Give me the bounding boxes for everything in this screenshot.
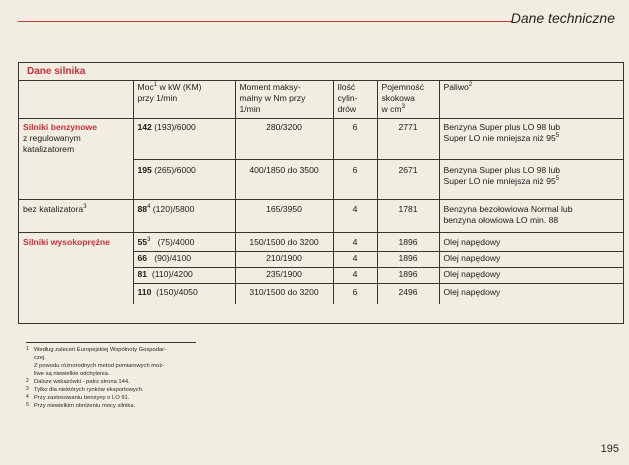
footnote-4: 4 Przy zastosowaniu benzyny o LO 91. (26, 394, 130, 401)
footnote-1: 1 Według zaleceń Europejskiej Wspólnoty Gospodar- czej. Z powodu różnorodnych metod pomiarowych moż- liwe są niewielkie odchylenia. (26, 346, 167, 377)
table-row: 66 (90)/4100 210/1900 4 1896 Olej napędowy (19, 252, 623, 268)
footnote-2: 2 Dalsze wskazówki - patrz strona 144. (26, 378, 130, 385)
table-row: 110 (150)/4050 310/1500 do 3200 6 2496 Olej napędowy (19, 284, 623, 305)
col-fuel: Paliwo$^2$ (439, 81, 623, 119)
col-cylinders: Ilość cylin- drów (333, 81, 377, 119)
col-torque: Moment maksy- malny w Nm przy 1/min (235, 81, 333, 119)
footnote-5: 5 Przy niewielkim obniżeniu mocy silnika. (26, 402, 136, 409)
header-row (19, 81, 623, 119)
footnote-3: 3 Tylko dla niektórych rynków eksportowych. (26, 386, 144, 393)
group-petrol: Silniki benzynowe z regulowanym katalizatorem (19, 119, 133, 200)
group-diesel: Silniki wysokoprężne (23, 237, 110, 247)
col-power: Moc$^1$ w kW (KM) przy 1/min (133, 81, 235, 119)
footnote-rule (26, 342, 196, 343)
header-rule (18, 21, 512, 22)
table-row: 195 (265)/6000 400/1850 do 3500 6 2671 Benzyna Super plus LO 98 lub Super LO nie mniejsza niż $95^5$ (19, 160, 623, 200)
table-row: Silniki benzynowe z regulowanym katalizatorem 142 (193)/6000 280/3200 6 2771 Benzyna Super plus LO 98 lub Super LO nie mniejsza niż $95^5$ (19, 119, 623, 160)
engine-data-table (18, 62, 624, 324)
table-row: bez katalizatora$^3$ $88^4$ (120)/5800 165/3950 4 1781 Benzyna bezołowiowa Normal lub benzyna ołowiowa LO min. 88 (19, 200, 623, 233)
page-number: 195 (600, 443, 619, 455)
table-row: 81 (110)/4200 235/1900 4 1896 Olej napędowy (19, 268, 623, 284)
engine-table (19, 81, 623, 304)
table-title: Dane silnika (19, 63, 623, 81)
group-no-catalyst: bez katalizatora$^3$ (19, 200, 133, 233)
col-capacity: Pojemność skokowa w $cm^3$ (377, 81, 439, 119)
footnotes (26, 342, 216, 410)
section-title: Dane techniczne (510, 10, 615, 26)
table-row: Silniki wysokoprężne $55^3$ (75)/4000 150/1500 do 3200 4 1896 Olej napędowy (19, 233, 623, 252)
